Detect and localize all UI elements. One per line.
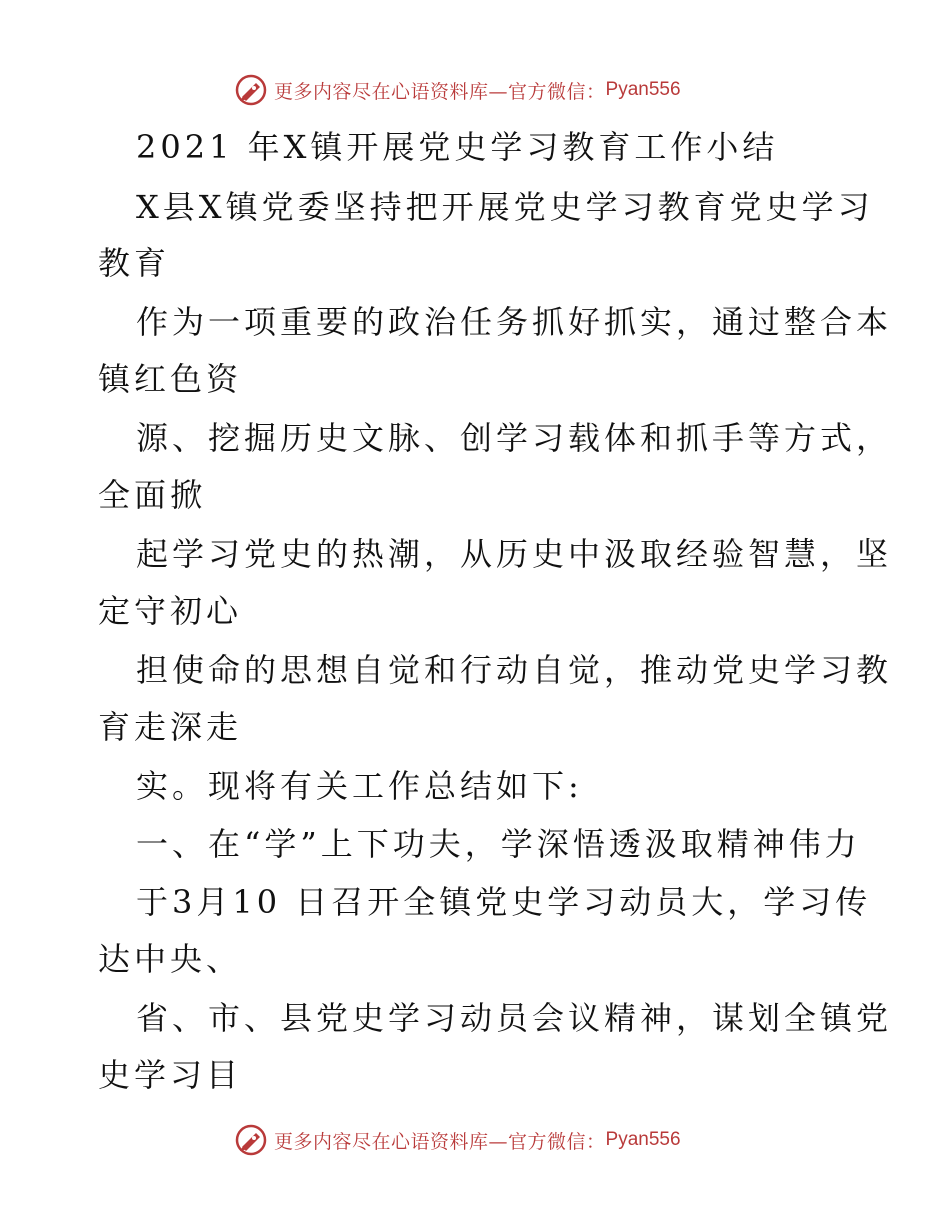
text-line: 省、市、县党史学习动员会议精神，谋划全镇党 bbox=[136, 999, 893, 1037]
text-line: 育走深走 bbox=[98, 708, 243, 746]
pen-nib-logo-icon bbox=[234, 1123, 268, 1157]
text-line: 达中央、 bbox=[98, 940, 243, 978]
watermark-banner-bottom bbox=[234, 1120, 681, 1160]
section-heading: 一、在“学”上下功夫，学深悟透汲取精神伟力 bbox=[136, 825, 861, 863]
text-line: 教育 bbox=[98, 244, 171, 282]
watermark-text: 更多内容尽在心语资料库—官方微信： bbox=[274, 80, 606, 103]
text-line: X县X镇党委坚持把开展党史学习教育党史学习 bbox=[136, 188, 874, 226]
text-line: 全面掀 bbox=[98, 476, 207, 514]
text-line: 作为一项重要的政治任务抓好抓实，通过整合本 bbox=[136, 303, 893, 341]
watermark-wechat-id: Pyan556 bbox=[605, 79, 681, 100]
text-line: 实。现将有关工作总结如下: bbox=[136, 767, 583, 805]
text-line: 于3月10 日召开全镇党史学习动员大，学习传 bbox=[136, 883, 872, 921]
watermark-text: 更多内容尽在心语资料库—官方微信： bbox=[274, 1130, 606, 1153]
text-line: 源、挖掘历史文脉、创学习载体和抓手等方式， bbox=[136, 419, 893, 457]
document-title: 2021 年X镇开展党史学习教育工作小结 bbox=[136, 128, 779, 166]
text-line: 担使命的思想自觉和行动自觉，推动党史学习教 bbox=[136, 651, 893, 689]
watermark-wechat-id: Pyan556 bbox=[605, 1129, 681, 1150]
text-line: 史学习目 bbox=[98, 1056, 243, 1094]
text-line: 镇红色资 bbox=[98, 360, 243, 398]
text-line: 定守初心 bbox=[98, 592, 243, 630]
text-line: 起学习党史的热潮，从历史中汲取经验智慧，坚 bbox=[136, 535, 893, 573]
